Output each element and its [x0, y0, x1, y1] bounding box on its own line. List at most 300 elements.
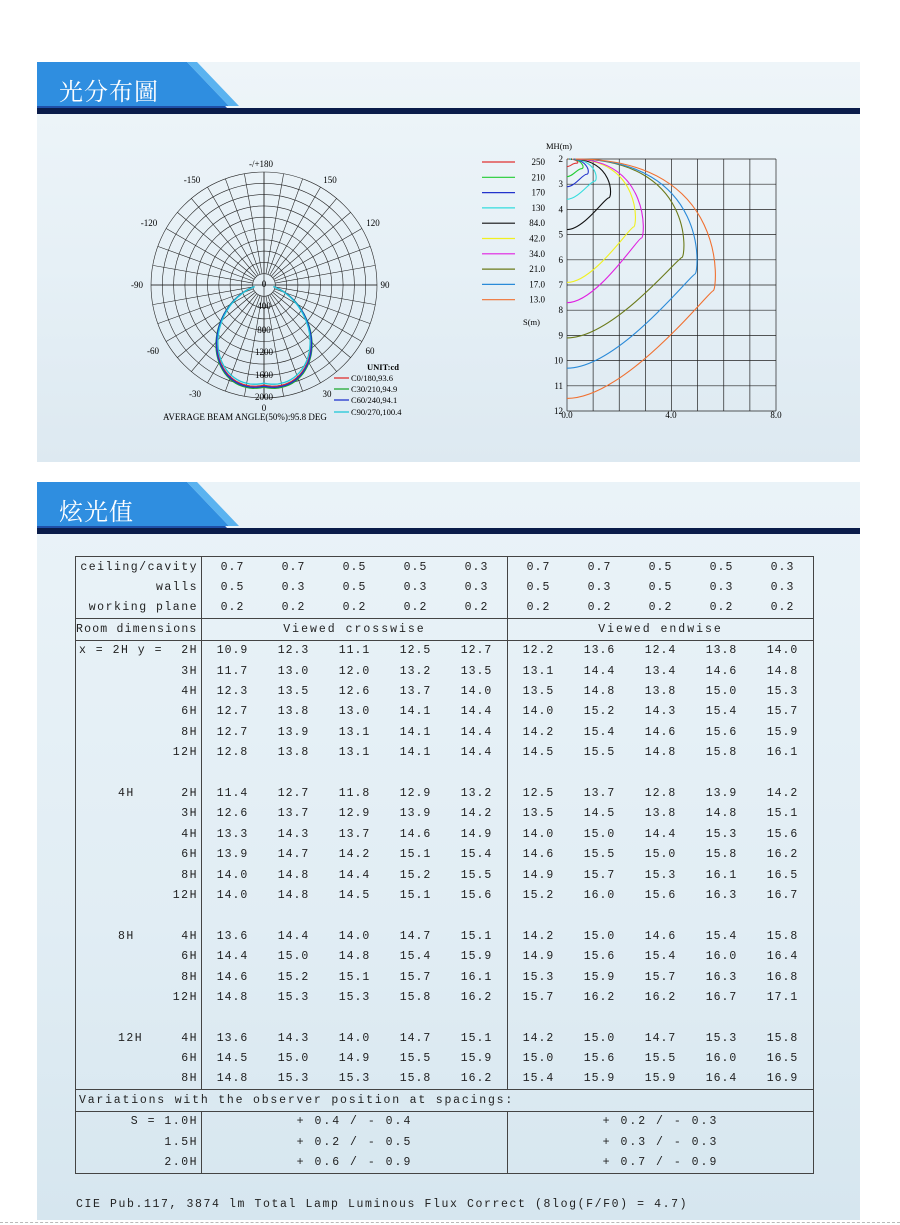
x-dimension: 12H	[118, 1031, 144, 1045]
ugr-value: 16.1	[460, 970, 493, 984]
ugr-value: 14.4	[216, 950, 249, 964]
y-dimension: 6H	[181, 848, 198, 862]
reflectance-value: 0.5	[220, 581, 245, 595]
ugr-value: 15.0	[583, 929, 616, 943]
isolux-curve	[567, 159, 715, 398]
endwise-header: Viewed endwise	[508, 619, 814, 640]
ugr-value: 11.4	[216, 786, 249, 800]
reflectance-value: 0.3	[403, 581, 428, 595]
ugr-value: 12.7	[446, 640, 508, 661]
ugr-value: 15.6	[583, 950, 616, 964]
y-tick: 4	[558, 204, 563, 215]
ugr-value: 13.7	[399, 685, 432, 699]
illum-legend-label: 130	[531, 202, 545, 213]
ugr-value: 12.9	[399, 786, 432, 800]
ugr-value: 14.2	[508, 926, 570, 946]
ugr-value: 15.3	[705, 1031, 738, 1045]
ugr-value: 16.4	[705, 1072, 738, 1086]
polar-diagram	[92, 150, 422, 430]
y-dimension: 6H	[181, 1052, 198, 1066]
room-dimension-label	[76, 926, 202, 946]
ugr-value: 12.3	[263, 640, 324, 661]
reflectance-value: 0.5	[342, 581, 367, 595]
spacer-cell	[630, 763, 691, 783]
ugr-value: 15.3	[644, 868, 677, 882]
x-tick-4: 4.0	[665, 410, 677, 420]
polar-legend-item: C90/270,100.4	[351, 407, 402, 417]
ugr-value: 13.9	[399, 807, 432, 821]
ugr-value: 14.0	[508, 824, 570, 844]
spacing-label: S = 1.0H	[76, 1111, 202, 1132]
ugr-value: 15.6	[460, 888, 493, 902]
spacer-cell	[630, 1008, 691, 1028]
spacer-row	[76, 763, 202, 783]
reflectance-label: working plane	[76, 598, 202, 619]
ugr-value: 15.6	[766, 827, 799, 841]
room-dimension-label	[76, 824, 202, 844]
ugr-value: 13.6	[216, 929, 249, 943]
ugr-value: 14.2	[766, 786, 799, 800]
spacer-cell	[446, 763, 508, 783]
ugr-value: 16.2	[766, 848, 799, 862]
ugr-value: 15.4	[705, 705, 738, 719]
ugr-value: 14.0	[460, 685, 493, 699]
ugr-value: 14.4	[460, 725, 493, 739]
ugr-value: 14.9	[460, 827, 493, 841]
ugr-value: 14.7	[277, 848, 310, 862]
ugr-value: 14.4	[460, 705, 493, 719]
ugr-value: 14.0	[216, 868, 249, 882]
spacer-cell	[385, 763, 446, 783]
ugr-value: 13.5	[508, 681, 570, 701]
ugr-value: 14.3	[277, 1031, 310, 1045]
radial-label: 800	[257, 325, 271, 335]
polar-grid-spoke	[244, 174, 262, 274]
reflectance-value: 0.3	[709, 581, 734, 595]
ugr-value: 15.9	[583, 1072, 616, 1086]
spacer-cell	[446, 906, 508, 926]
section-banner-1	[37, 62, 860, 114]
angle-label-30: 30	[322, 389, 332, 399]
spacer-cell	[324, 763, 385, 783]
y-dimension: 4H	[181, 1031, 198, 1045]
y-dimension: 6H	[181, 705, 198, 719]
reflectance-value: 0.3	[464, 581, 489, 595]
light-distribution-panel	[37, 62, 860, 462]
y-dimension: 3H	[181, 807, 198, 821]
ugr-value: 14.8	[216, 1072, 249, 1086]
ugr-value: 15.7	[644, 970, 677, 984]
ugr-value: 14.1	[399, 725, 432, 739]
angle-label-0: 0	[261, 403, 267, 413]
ugr-value: 14.2	[508, 1028, 570, 1048]
angle-label-90: 90	[380, 280, 390, 290]
radial-label: 2000	[255, 392, 273, 402]
spacer-cell	[202, 763, 264, 783]
ugr-value: 16.2	[644, 990, 677, 1004]
reflectance-value: 0.3	[587, 581, 612, 595]
spacer-row	[76, 1008, 202, 1028]
reflectance-value: 0.2	[342, 601, 367, 615]
angle-label-n120: -120	[140, 218, 158, 228]
room-dimension-label	[76, 885, 202, 905]
ugr-value: 14.3	[277, 827, 310, 841]
mh-axis-label: MH(m)	[546, 141, 572, 151]
y-dimension: 4H	[181, 929, 198, 943]
ugr-value: 15.9	[460, 1052, 493, 1066]
room-dimension-label	[76, 661, 202, 681]
angle-label-120: 120	[366, 218, 380, 228]
room-dimension-label	[76, 804, 202, 824]
ugr-value: 16.7	[766, 888, 799, 902]
room-dimension-label	[76, 722, 202, 742]
endwise-variation: + 0.7 / - 0.9	[508, 1152, 814, 1173]
ugr-value: 15.3	[508, 967, 570, 987]
y-tick: 10	[554, 355, 563, 366]
radial-label: 0	[261, 279, 267, 289]
ugr-value: 14.8	[338, 950, 371, 964]
ugr-value: 13.8	[277, 746, 310, 760]
x-tick-8: 8.0	[770, 410, 782, 420]
ugr-value: 14.9	[508, 946, 570, 966]
room-dimension-label	[76, 967, 202, 987]
spacer-cell	[691, 1008, 752, 1028]
reflectance-value: 0.5	[648, 581, 673, 595]
spacing-label: 1.5H	[76, 1132, 202, 1152]
ugr-value: 14.5	[508, 743, 570, 763]
footer-note: CIE Pub.117, 3874 lm Total Lamp Luminous Flux Correct (8log(F/F0) = 4.7)	[76, 1198, 689, 1211]
ugr-value: 15.3	[338, 990, 371, 1004]
radial-label: 1200	[255, 347, 273, 357]
crosswise-variation: + 0.4 / - 0.4	[202, 1111, 508, 1132]
ugr-value: 12.2	[508, 640, 570, 661]
illum-legend-label: 21.0	[529, 264, 545, 275]
room-dimension-label	[76, 681, 202, 701]
ugr-value: 14.5	[583, 807, 616, 821]
y-dimension: 8H	[181, 868, 198, 882]
ugr-value: 13.3	[216, 827, 249, 841]
spacer-cell	[508, 906, 570, 926]
reflectance-value: 0.2	[770, 601, 795, 615]
y-tick: 8	[558, 305, 563, 316]
ugr-value: 15.8	[766, 929, 799, 943]
ugr-value: 15.0	[583, 1031, 616, 1045]
reflectance-label: walls	[76, 577, 202, 597]
spacer-cell	[691, 906, 752, 926]
ugr-value: 12.7	[277, 786, 310, 800]
y-tick: 5	[558, 229, 563, 240]
y-tick: 3	[558, 179, 563, 190]
section-banner-2	[37, 482, 860, 534]
ugr-value: 15.1	[460, 929, 493, 943]
ugr-value: 11.7	[216, 664, 249, 678]
ugr-value: 16.3	[705, 970, 738, 984]
ugr-value: 14.2	[508, 722, 570, 742]
ugr-value: 15.4	[644, 950, 677, 964]
spacer-cell	[263, 906, 324, 926]
ugr-value: 15.2	[508, 885, 570, 905]
ugr-value: 15.0	[508, 1048, 570, 1068]
y-tick: 7	[558, 280, 563, 290]
ugr-value: 14.9	[338, 1052, 371, 1066]
ugr-value: 12.6	[216, 807, 249, 821]
ugr-value: 15.6	[583, 1052, 616, 1066]
ugr-value: 15.9	[644, 1072, 677, 1086]
ugr-value: 16.7	[705, 990, 738, 1004]
ugr-value: 15.8	[705, 848, 738, 862]
room-dimension-label	[76, 946, 202, 966]
spacer-cell	[752, 906, 814, 926]
ugr-value: 15.4	[705, 929, 738, 943]
illum-legend-label: 210	[531, 172, 545, 183]
y-dimension: 6H	[181, 950, 198, 964]
endwise-variation: + 0.2 / - 0.3	[508, 1111, 814, 1132]
crosswise-variation: + 0.6 / - 0.9	[296, 1156, 413, 1170]
ugr-value: 13.7	[338, 827, 371, 841]
spacer-cell	[752, 1008, 814, 1028]
crosswise-header: Viewed crosswise	[202, 619, 508, 640]
ugr-value: 14.7	[644, 1031, 677, 1045]
ugr-value: 12.8	[644, 786, 677, 800]
illum-legend-label: 42.0	[529, 233, 545, 244]
ugr-value: 14.4	[338, 868, 371, 882]
reflectance-value: 0.7	[220, 560, 245, 574]
illuminance-diagram	[480, 138, 830, 420]
y-dimension: 12H	[172, 888, 198, 902]
ugr-value: 14.5	[216, 1052, 249, 1066]
ugr-value: 15.8	[766, 1031, 799, 1045]
spacer-cell	[569, 763, 630, 783]
ugr-value: 14.1	[399, 746, 432, 760]
spacer-cell	[569, 906, 630, 926]
ugr-table	[75, 556, 814, 1174]
reflectance-value: 0.7	[508, 557, 570, 578]
y-tick: 6	[558, 254, 563, 265]
y-dimension: 12H	[172, 990, 198, 1004]
ugr-value: 14.8	[277, 868, 310, 882]
ugr-value: 14.3	[644, 705, 677, 719]
ugr-value: 15.5	[644, 1052, 677, 1066]
ugr-value: 13.0	[338, 705, 371, 719]
ugr-value: 12.9	[338, 807, 371, 821]
ugr-value: 12.4	[630, 640, 691, 661]
ugr-value: 15.5	[460, 868, 493, 882]
room-dimension-label	[76, 1028, 202, 1048]
ugr-value: 14.6	[508, 844, 570, 864]
ugr-value: 11.8	[338, 786, 371, 800]
ugr-value: 16.2	[460, 990, 493, 1004]
ugr-value: 12.0	[338, 664, 371, 678]
ugr-value: 14.6	[705, 664, 738, 678]
s-axis-label: S(m)	[523, 317, 540, 327]
reflectance-value: 0.3	[770, 560, 795, 574]
y-dimension: 8H	[181, 725, 198, 739]
room-dimension-label	[76, 1048, 202, 1068]
x-dimension: 4H	[118, 786, 135, 800]
reflectance-value: 0.7	[587, 560, 612, 574]
beam-angle-label: AVERAGE BEAM ANGLE(50%):95.8 DEG	[163, 412, 327, 422]
reflectance-value: 0.2	[648, 601, 673, 615]
ugr-value: 15.4	[460, 848, 493, 862]
variations-title: Variations with the observer position at spacings:	[76, 1090, 814, 1111]
endwise-variation: + 0.3 / - 0.3	[508, 1132, 814, 1152]
ugr-value: 14.8	[583, 685, 616, 699]
angle-label-60: 60	[365, 346, 375, 356]
angle-label-n150: -150	[183, 175, 201, 185]
ugr-value: 15.0	[277, 1052, 310, 1066]
y-dimension: 4H	[181, 685, 198, 699]
ugr-value: 15.7	[399, 970, 432, 984]
ugr-value: 12.5	[385, 640, 446, 661]
ugr-value: 17.1	[766, 990, 799, 1004]
spacer-cell	[508, 763, 570, 783]
polar-grid-spoke	[153, 265, 253, 283]
room-dimensions-header: Room dimensions	[76, 619, 202, 640]
ugr-value: 14.4	[277, 929, 310, 943]
ugr-value: 15.8	[705, 746, 738, 760]
ugr-value: 14.4	[644, 827, 677, 841]
y-tick: 12	[554, 406, 563, 416]
spacer-cell	[263, 763, 324, 783]
ugr-value: 15.3	[277, 1072, 310, 1086]
ugr-value: 16.2	[460, 1072, 493, 1086]
ugr-value: 14.9	[508, 865, 570, 885]
isolux-curve	[567, 159, 611, 230]
ugr-value: 13.8	[691, 640, 752, 661]
x-tick-0: 0.0	[561, 410, 573, 420]
radial-label: 1600	[255, 370, 273, 380]
reflectance-value: 0.2	[281, 601, 306, 615]
ugr-value: 13.2	[460, 786, 493, 800]
section-title-glare: 炫光值	[59, 498, 134, 526]
spacer-cell	[385, 1008, 446, 1028]
ugr-value: 13.0	[277, 664, 310, 678]
illum-legend-label: 13.0	[529, 294, 545, 305]
ugr-value: 16.0	[705, 1052, 738, 1066]
ugr-value: 16.4	[766, 950, 799, 964]
ugr-value: 15.2	[583, 705, 616, 719]
crosswise-variation: + 0.2 / - 0.5	[296, 1135, 413, 1149]
ugr-value: 14.7	[399, 1031, 432, 1045]
section-title-light-distribution: 光分布圖	[59, 78, 159, 106]
illum-legend-label: 34.0	[529, 248, 545, 259]
ugr-value: 15.5	[399, 1052, 432, 1066]
illum-legend-label: 84.0	[529, 218, 545, 229]
spacer-cell	[324, 1008, 385, 1028]
ugr-value: 14.8	[766, 664, 799, 678]
ugr-value: 15.4	[583, 725, 616, 739]
ugr-value: 14.8	[277, 888, 310, 902]
spacer-cell	[446, 1008, 508, 1028]
room-dimension-label	[76, 1069, 202, 1090]
ugr-value: 14.1	[399, 705, 432, 719]
ugr-value: 16.1	[766, 746, 799, 760]
ugr-value: 13.8	[277, 705, 310, 719]
ugr-value: 15.1	[399, 848, 432, 862]
polar-grid-spoke	[266, 174, 284, 274]
reflectance-value: 0.3	[281, 581, 306, 595]
ugr-value: 15.7	[583, 868, 616, 882]
polar-legend	[334, 373, 402, 417]
spacer-cell	[508, 1008, 570, 1028]
spacer-cell	[630, 906, 691, 926]
ugr-value: 14.4	[583, 664, 616, 678]
ugr-value: 15.2	[399, 868, 432, 882]
y-dimension: 8H	[181, 970, 198, 984]
ugr-value: 15.8	[399, 990, 432, 1004]
ugr-value: 13.1	[338, 746, 371, 760]
ugr-value: 15.2	[277, 970, 310, 984]
ugr-value: 14.4	[460, 746, 493, 760]
ugr-value: 12.5	[508, 783, 570, 803]
ugr-value: 12.6	[338, 685, 371, 699]
angle-label-n30: -30	[189, 389, 201, 399]
ugr-value: 13.6	[216, 1031, 249, 1045]
isolux-curve	[567, 159, 684, 338]
ugr-value: 15.0	[644, 848, 677, 862]
isolux-curve	[567, 159, 635, 282]
ugr-value: 15.7	[508, 987, 570, 1007]
room-dimension-label	[76, 702, 202, 722]
ugr-value: 14.8	[705, 807, 738, 821]
ugr-value: 13.5	[460, 664, 493, 678]
ugr-value: 14.5	[338, 888, 371, 902]
spacer-cell	[385, 906, 446, 926]
y-dimension: 3H	[181, 664, 198, 678]
ugr-value: 15.9	[583, 970, 616, 984]
reflectance-value: 0.3	[464, 560, 489, 574]
angle-label-180: -/+180	[248, 159, 274, 169]
reflectance-value: 0.5	[342, 560, 367, 574]
illum-legend-label: 170	[531, 187, 545, 198]
ugr-value: 14.0	[752, 640, 814, 661]
ugr-value: 15.4	[508, 1069, 570, 1090]
ugr-value: 13.5	[277, 685, 310, 699]
room-dimension-label	[76, 640, 202, 661]
reflectance-value: 0.5	[508, 577, 570, 597]
ugr-value: 16.0	[705, 950, 738, 964]
room-dimension-label	[76, 987, 202, 1007]
reflectance-value: 0.5	[403, 560, 428, 574]
spacing-label: 2.0H	[76, 1152, 202, 1173]
reflectance-value: 0.2	[587, 601, 612, 615]
ugr-value: 14.0	[216, 888, 249, 902]
ugr-value: 15.8	[399, 1072, 432, 1086]
ugr-value: 16.9	[766, 1072, 799, 1086]
reflectance-label: ceiling/cavity	[76, 557, 202, 578]
ugr-value: 15.0	[277, 950, 310, 964]
ugr-value: 15.1	[460, 1031, 493, 1045]
room-dimension-label	[76, 743, 202, 763]
ugr-value: 16.5	[766, 868, 799, 882]
unit-label: UNIT:cd	[367, 362, 399, 372]
ugr-value: 16.3	[705, 888, 738, 902]
ugr-value: 14.8	[644, 746, 677, 760]
ugr-value: 16.8	[766, 970, 799, 984]
ugr-value: 12.7	[216, 705, 249, 719]
reflectance-value: 0.5	[648, 560, 673, 574]
ugr-value: 15.0	[583, 827, 616, 841]
ugr-value: 14.0	[338, 1031, 371, 1045]
reflectance-value: 0.2	[220, 601, 245, 615]
ugr-value: 13.1	[508, 661, 570, 681]
x-dimension: x = 2H y =	[79, 644, 164, 658]
y-dimension: 4H	[181, 827, 198, 841]
ugr-value: 14.6	[399, 827, 432, 841]
ugr-value: 13.7	[277, 807, 310, 821]
ugr-value: 15.7	[766, 705, 799, 719]
reflectance-value: 0.2	[464, 601, 489, 615]
